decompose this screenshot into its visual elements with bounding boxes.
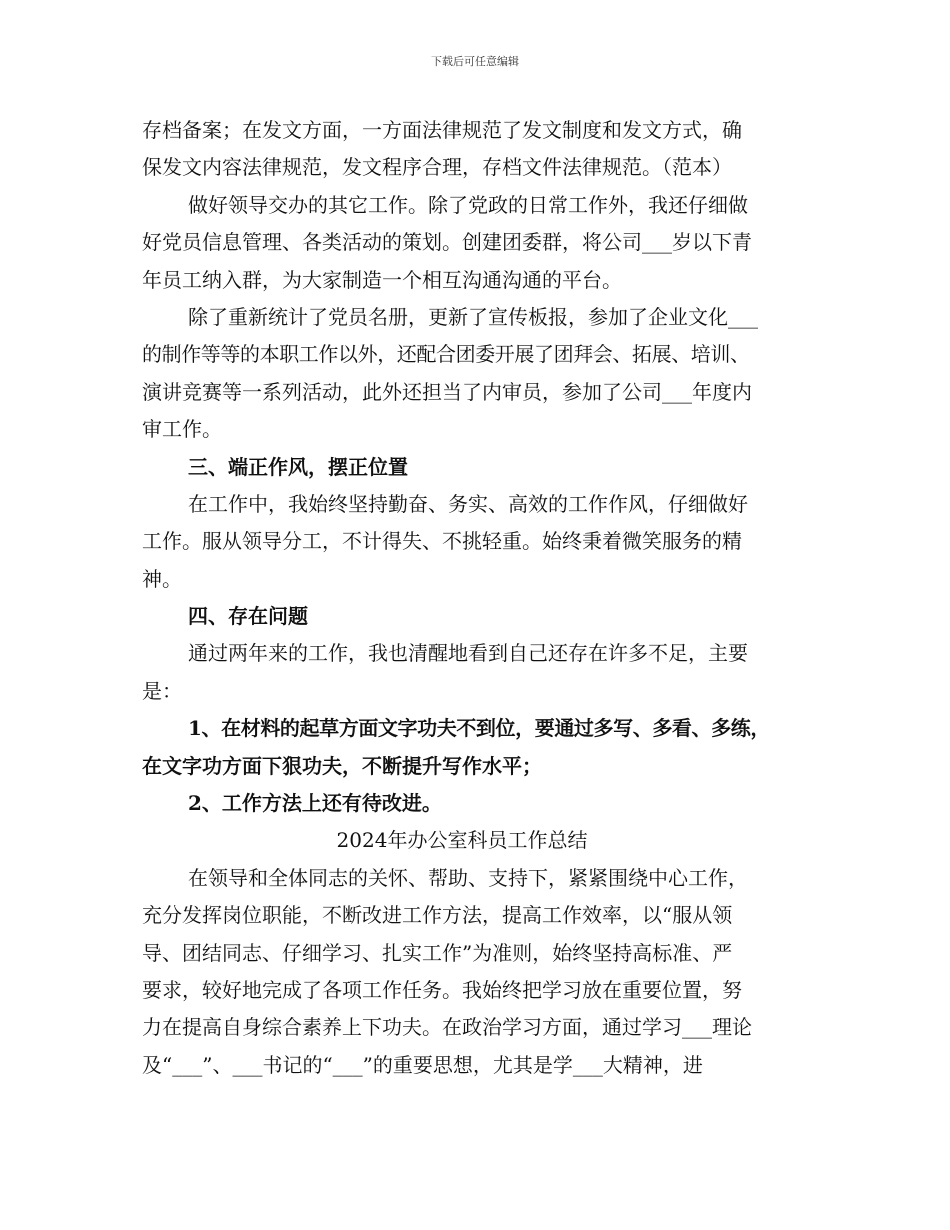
paragraph-line: 除了重新统计了党员名册，更新了宣传板报，参加了企业文化___ (188, 304, 758, 329)
paragraph-line: 存档备案；在发文方面，一方面法律规范了发文制度和发文方式，确 (142, 118, 742, 142)
paragraph-line: 在领导和全体同志的关怀、帮助、支持下，紧紧围绕中心工作， (188, 865, 748, 890)
paragraph-line: 在工作中，我始终坚持勤奋、务实、高效的工作作风，仔细做好 (188, 491, 748, 516)
paragraph-line: 审工作。 (142, 417, 222, 442)
paragraph-line: 导、团结同志、仔细学习、扎实工作”为准则，始终坚持高标准、严 (142, 940, 733, 965)
paragraph-line: 工作。服从领导分工，不计得失、不挑轻重。始终秉着微笑服务的精 (142, 529, 742, 554)
paragraph-line: 要求，较好地完成了各项工作任务。我始终把学习放在重要位置，努 (142, 977, 742, 1002)
paragraph-line: 力在提高自身综合素养上下功夫。在政治学习方面，通过学习___理论 (142, 1015, 752, 1040)
section-heading: 三、端正作风，摆正位置 (188, 454, 408, 479)
paragraph-line: 年员工纳入群，为大家制造一个相互沟通沟通的平台。 (142, 267, 622, 292)
paragraph-line: 是： (142, 678, 182, 703)
paragraph-line: 通过两年来的工作，我也清醒地看到自己还存在许多不足，主要 (188, 641, 748, 666)
paragraph-line: 做好领导交办的其它工作。除了党政的日常工作外，我还仔细做 (188, 192, 748, 217)
bold-list-item: 1、在材料的起草方面文字功夫不到位，要通过多写、多看、多练， (188, 716, 770, 741)
document-body (142, 112, 822, 1084)
paragraph-line: 及“___”、___书记的“___”的重要思想，尤其是学___大精神，进 (142, 1052, 703, 1077)
paragraph-line: 保发文内容法律规范，发文程序合理，存档文件法律规范。（范本） (142, 155, 732, 180)
document-title: 2024年办公室科员工作总结 (336, 828, 588, 853)
bold-list-item: 在文字功方面下狠功夫，不断提升写作水平； (142, 753, 542, 778)
paragraph-line: 神。 (142, 566, 182, 591)
paragraph-line: 充分发挥岗位职能，不断改进工作方法，提高工作效率，以“服从领 (142, 903, 733, 928)
bold-list-item: 2、工作方法上还有待改进。 (188, 791, 442, 816)
section-heading: 四、存在问题 (188, 604, 308, 629)
page-header-note: 下载后可任意编辑 (431, 55, 519, 68)
paragraph-line: 好党员信息管理、各类活动的策划。创建团委群，将公司___岁以下青 (142, 230, 752, 255)
paragraph-line: 演讲竞赛等一系列活动，此外还担当了内审员，参加了公司___年度内 (142, 379, 752, 404)
paragraph-line: 的制作等等的本职工作以外，还配合团委开展了团拜会、拓展、培训、 (142, 342, 750, 367)
